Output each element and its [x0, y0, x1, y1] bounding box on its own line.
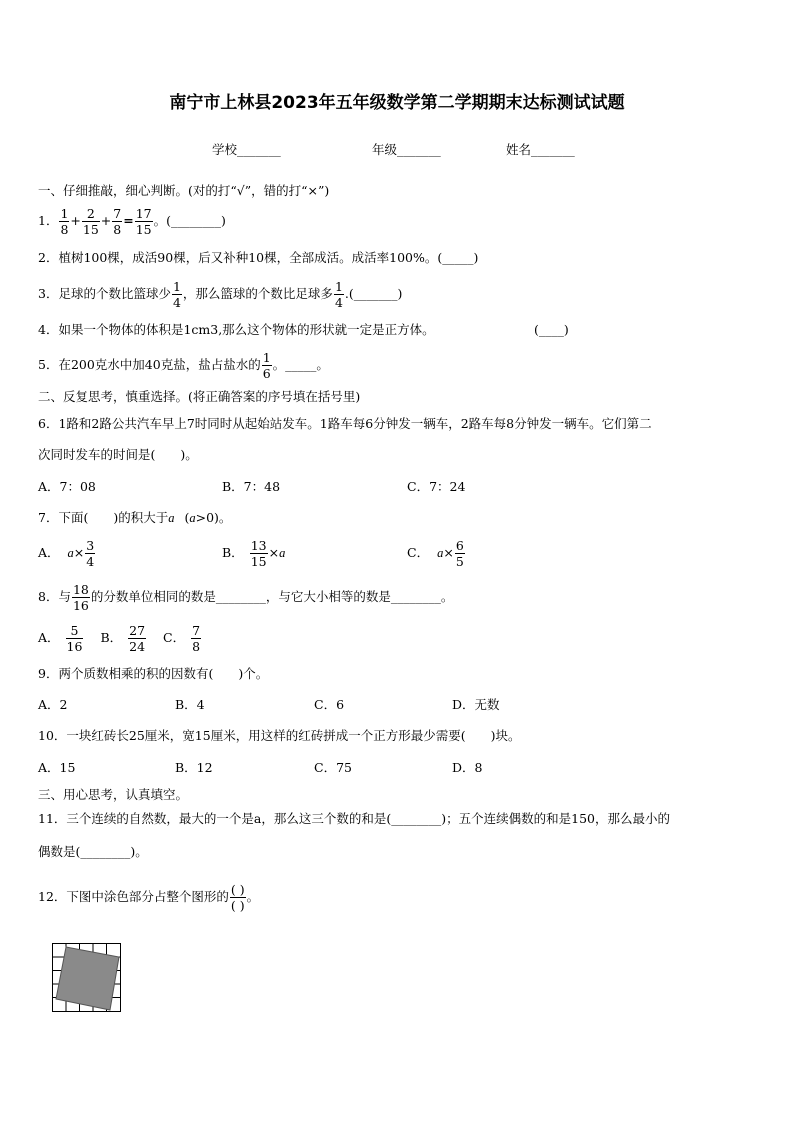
- question-8: [38, 580, 453, 614]
- q1-plus-2: +: [100, 213, 112, 228]
- q8-text-1: 8．与: [38, 589, 71, 604]
- question-12: [38, 875, 259, 919]
- q9-option-a: A．2: [38, 697, 68, 712]
- q1-fraction-3: $\frac{7}{8}$: [113, 205, 122, 237]
- q5-answer-blank: 。_____。: [272, 357, 329, 372]
- q3-text-2: ，那么篮球的个数比足球多: [182, 286, 333, 301]
- q6-option-c: C．7：24: [407, 479, 466, 494]
- question-6-line-1: 6．1路和2路公共汽车早上7时同时从起始站发车。1路车每6分钟发一辆车，2路车每8分钟发一辆车。它们第二: [38, 416, 652, 431]
- q7-text: 7．下面( )的积大于: [38, 510, 169, 525]
- q8-options: [38, 621, 202, 655]
- q8-fraction: $\frac{18}{16}$: [72, 581, 89, 613]
- q1-fraction-2: $\frac{2}{15}$: [82, 205, 99, 237]
- q1-number: 1．: [38, 213, 59, 228]
- grid-figure: [52, 943, 122, 1013]
- question-2: 2．植树100棵，成活90棵，后又补种10棵，全部成活。成活率100%。(_____): [38, 250, 479, 265]
- q3-text-1: 3．足球的个数比篮球少: [38, 286, 171, 301]
- question-10: 10．一块红砖长25厘米，宽15厘米，用这样的红砖拼成一个正方形最少需要( )块。: [38, 728, 521, 743]
- q5-text-1: 5．在200克水中加40克盐，盐占盐水的: [38, 357, 261, 372]
- q8-a-label: A．: [38, 630, 60, 645]
- q7-c-variable: a: [437, 546, 444, 560]
- q7-condition-variable: a: [189, 511, 196, 525]
- q4-answer-blank: (____): [534, 322, 569, 337]
- question-11-line-1: 11．三个连续的自然数，最大的一个是a，那么这三个数的和是(________)；五个连续偶数的和是150，那么最小的: [38, 811, 670, 826]
- q9-option-d: D．无数: [452, 697, 500, 712]
- question-6-line-2: 次同时发车的时间是( )。: [38, 447, 198, 462]
- q7-c-label: C．: [407, 545, 430, 560]
- q8-b-label: B．: [100, 630, 123, 645]
- q7-variable: a: [168, 511, 175, 525]
- q12-text: 12．下图中涂色部分占整个图形的: [38, 889, 229, 904]
- section-3-heading: 三、用心思考，认真填空。: [38, 787, 189, 802]
- page-title: 南宁市上林县2023年五年级数学第二学期期末达标测试试题: [169, 93, 625, 113]
- q1-equals: =: [123, 213, 134, 228]
- q7-condition-open: (: [184, 510, 190, 525]
- q7-a-label: A．: [38, 545, 60, 560]
- shaded-square: [56, 947, 119, 1010]
- q7-c-times: ×: [443, 545, 454, 560]
- q1-plus: +: [70, 213, 81, 228]
- question-5: [38, 348, 329, 382]
- q10-option-b: B．12: [175, 760, 213, 775]
- q7-option-c: [407, 536, 466, 570]
- q8-text-2: 的分数单位相同的数是________，与它大小相等的数是________。: [90, 589, 454, 604]
- q5-fraction: $\frac{1}{6}$: [262, 349, 271, 381]
- q7-c-fraction: $\frac{6}{5}$: [455, 537, 464, 569]
- q3-answer-blank: .(_______): [344, 286, 403, 301]
- q6-option-b: B．7：48: [222, 479, 281, 494]
- q6-option-a: A．7：08: [38, 479, 96, 494]
- question-11-line-2: 偶数是(________)。: [38, 844, 148, 859]
- q7-a-times: ×: [73, 545, 85, 560]
- q7-b-times: ×: [268, 545, 280, 560]
- q8-c-label: C．: [163, 630, 186, 645]
- q7-option-b: [222, 536, 285, 570]
- q9-option-c: C．6: [314, 697, 345, 712]
- q7-a-fraction: $\frac{3}{4}$: [86, 537, 95, 569]
- q7-condition: >0)。: [195, 510, 232, 525]
- grade-field: 年级_______: [372, 142, 441, 157]
- q3-fraction-2: $\frac{1}{4}$: [334, 278, 343, 310]
- q8-c-fraction: $\frac{7}{8}$: [192, 622, 201, 654]
- question-1: [38, 204, 226, 238]
- question-3: [38, 277, 402, 311]
- q7-option-a: [38, 536, 96, 570]
- question-4: 4．如果一个物体的体积是1cm3,那么这个物体的形状就一定是正方体。: [38, 322, 435, 337]
- q1-fraction-4: $\frac{17}{15}$: [135, 205, 152, 237]
- q10-option-c: C．75: [314, 760, 352, 775]
- q10-option-d: D．8: [452, 760, 483, 775]
- section-2-heading: 二、反复思考，慎重选择。(将正确答案的序号填在括号里): [38, 389, 361, 404]
- question-9: 9．两个质数相乘的积的因数有( )个。: [38, 666, 269, 681]
- section-1-heading: 一、仔细推敲，细心判断。(对的打“√”，错的打“×”): [38, 183, 330, 198]
- q12-text-end: 。: [246, 889, 260, 904]
- q7-b-fraction: $\frac{13}{15}$: [250, 537, 267, 569]
- q1-fraction-1: $\frac{1}{8}$: [60, 205, 69, 237]
- q3-fraction-1: $\frac{1}{4}$: [172, 278, 181, 310]
- q8-b-fraction: $\frac{27}{24}$: [129, 622, 146, 654]
- q10-option-a: A．15: [38, 760, 76, 775]
- q7-a-variable: a: [67, 546, 74, 560]
- name-field: 姓名_______: [506, 142, 575, 157]
- question-7: [38, 510, 231, 526]
- q12-fraction: $\frac{( )}{( )}$: [230, 881, 245, 913]
- school-field: 学校_______: [212, 142, 281, 157]
- q9-option-b: B．4: [175, 697, 205, 712]
- q1-answer-blank: 。(________): [153, 213, 226, 228]
- q8-a-fraction: $\frac{5}{16}$: [66, 622, 83, 654]
- q7-b-label: B．: [222, 545, 244, 560]
- q7-b-variable: a: [279, 546, 286, 560]
